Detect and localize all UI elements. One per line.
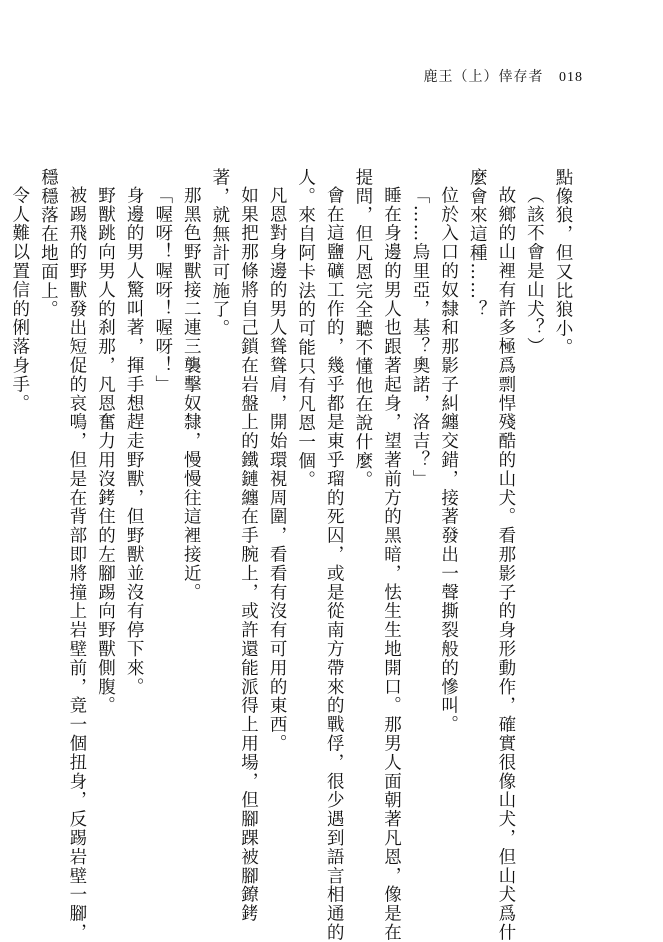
book-title: 鹿王（上）倖存者 bbox=[423, 69, 544, 85]
text-line: 凡恩對身邊的男人聳聳肩，開始環視周圍，看看有沒有可用的東西。 bbox=[267, 185, 288, 753]
text-line: 會在這鹽礦工作的，幾乎都是東乎瑠的死囚，或是從南方帶來的戰俘，很少遇到語言相通的 bbox=[324, 185, 345, 942]
running-header bbox=[424, 66, 583, 86]
text-line: 穩穩落在地面上。 bbox=[38, 168, 59, 320]
text-line: 如果把那條將自己鎖在岩盤上的鐵鏈纏在手腕上，或許還能派得上用場，但腳踝被腳鐐銬 bbox=[238, 185, 259, 923]
text-line: 那黑色野獸接二連三襲擊奴隸，慢慢往這裡接近。 bbox=[181, 185, 202, 602]
text-line: 著，就無計可施了。 bbox=[209, 168, 230, 339]
text-line: 位於入口的奴隸和那影子糾纏交錯，接著發出一聲撕裂般的慘叫。 bbox=[438, 185, 459, 734]
text-line: 「喔呀！喔呀！喔呀！」 bbox=[152, 185, 173, 394]
text-line: 人。來自阿卡法的可能只有凡恩一個。 bbox=[295, 168, 316, 490]
text-line: 點像狼，但又比狼小。 bbox=[553, 168, 573, 357]
text-line: （該不會是山犬？） bbox=[524, 185, 545, 356]
text-line: 睡在身邊的男人也跟著起身，望著前方的黑暗，怯生生地開口。那男人面朝著凡恩，像是在 bbox=[381, 185, 402, 942]
body-text bbox=[5, 168, 577, 942]
text-line: 故鄉的山裡有許多極爲剽悍殘酷的山犬。看那影子的身形動作，確實很像山犬，但山犬爲什 bbox=[495, 185, 516, 942]
text-line: 麼會來這種……？ bbox=[467, 168, 488, 320]
text-line: 令人難以置信的俐落身手。 bbox=[9, 185, 30, 413]
text-line: 野獸跳向男人的刹那，凡恩奮力用沒銬住的左腳踢向野獸側腹。 bbox=[95, 185, 116, 715]
text-line: 提問，但凡恩完全聽不懂他在說什麼。 bbox=[352, 168, 373, 490]
text-line: 「……烏里亞，基？奧諾，洛吉？」 bbox=[410, 185, 431, 488]
page-number: 018 bbox=[559, 70, 583, 85]
text-line: 被踢飛的野獸發出短促的哀鳴，但是在背部即將撞上岩壁前，竟一個扭身，反踢岩壁一腳， bbox=[66, 185, 87, 942]
text-line: 身邊的男人驚叫著，揮手想趕走野獸，但野獸並沒有停下來。 bbox=[124, 185, 145, 696]
